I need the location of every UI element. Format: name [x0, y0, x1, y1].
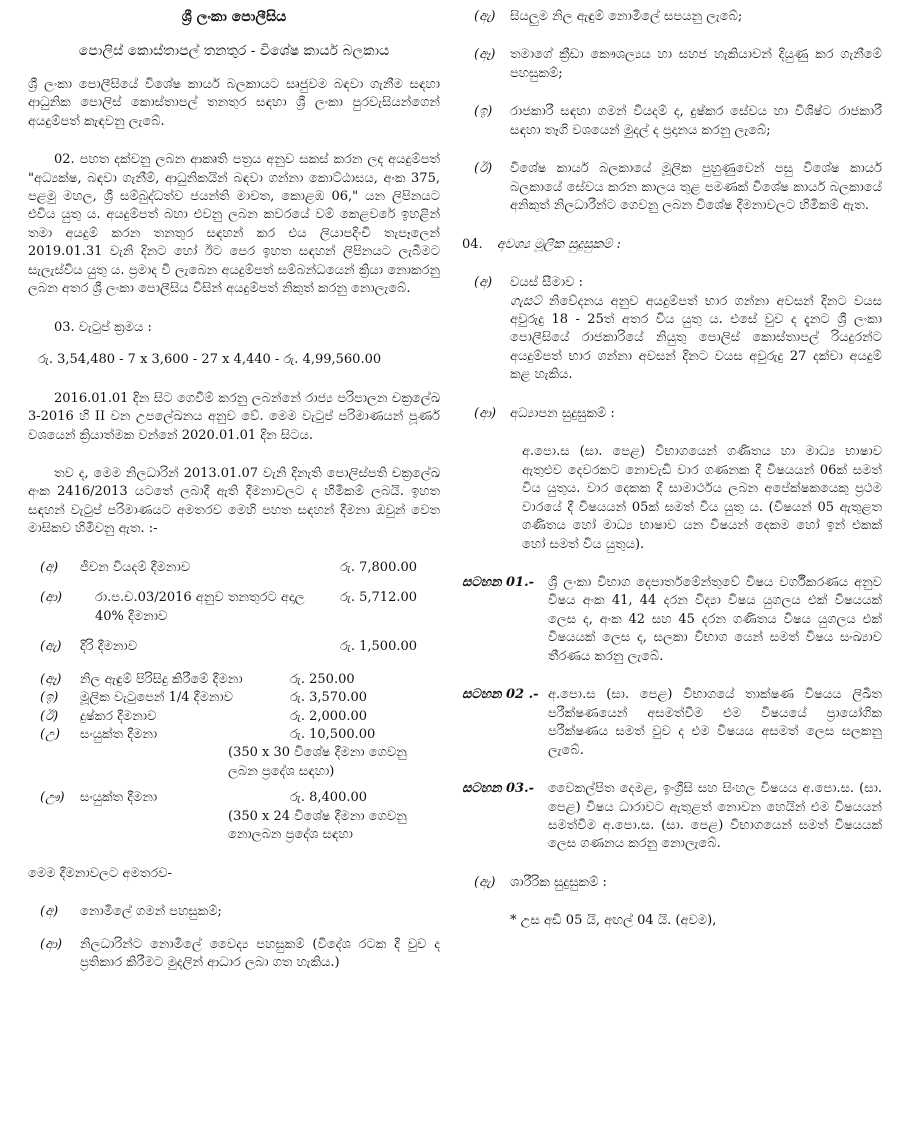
note-item: [462, 574, 882, 666]
allowance-amount: රු. 3,570.00: [290, 690, 368, 706]
allowance-label: සංයුක්ත දීමනා: [80, 790, 158, 806]
allowance-row: [28, 789, 440, 807]
salary-scale: රු. 3,54,480 - 7 x 3,600 - 27 x 4,440 - රු. 4,99,560.00: [38, 352, 382, 368]
intro-paragraph: ශ්‍රී ලංකා පොලීසියේ විශේෂ කාර්ය බලකායට සෘජුවම බඳවා ගැනීම සඳහා ආධුනික පොලිස් කොස්තාපල් තනතුර සඳහා ශ්‍රී ලංකා පුරවැසියන්ගෙන් අයදුම්පත් කැඳවනු ලැබේ.: [28, 76, 441, 129]
benefit-marker: (ඊ): [474, 161, 493, 177]
allowance-row: [28, 638, 440, 656]
page-subtitle: පොලිස් කොස්තාපල් තනතුර - විශේෂ කාර්ය බලකාය: [78, 42, 390, 59]
benefit-text: විශේෂ කාර්ය බලකායේ මූලික පුහුණුවෙන් පසු විශේෂ කාර්ය බලකායේ සේවය කරන කාලය තුළ පමණක් විශේෂ කාර්ය බලකායේ අනිකුත් නිලධාරීන්ට ගෙවනු ලබන විශේෂ දීමනාවලට හිමිකම් ඇත.: [510, 161, 882, 214]
note-key: සටහන 03.-: [462, 781, 535, 797]
combined-allowance-note-1: (350 x 30 විශේෂ දීමනා ගෙවනු ලබන ප්‍රදේශ සඳහා): [228, 745, 407, 779]
benefit-text: නිලධාරින්ට නොමිලේ වෛද්‍ය පහසුකම් (විදේශ රටක දී වුව ද ප්‍රතිකාර කිරීමට මුදලින් ආධාර ලබා ගත හැකිය.): [80, 936, 440, 971]
allowance-label: ජීවන වියදම් දීමනාව: [80, 559, 191, 575]
benefit-marker: (ඉ): [474, 104, 493, 120]
salary-note-2: තව ද, මෙම නිලධාරින් 2013.01.07 වැනි දිනැති පොලිස්පති චක්‍රලේඛ අංක 2416/2013 යටතේ ලබාදී ඇති දීමනාවලට ද හිමිකම් ලබයි. ඉහත සඳහන් වැටුප් පරිමාණයට අමතරව මෙහි පහත සඳහන් දීමනා ඔවුන් වෙත මාසිකව හිමිවනු ඇත. :-: [28, 466, 440, 537]
allowance-label: නිල ඇඳුම් පිරිසිදු කිරීමේ දීමනා: [80, 671, 243, 687]
salary-note-1: 2016.01.01 දින සිට ගෙවීම් කරනු ලබන්නේ රාජ්‍ය පරිපාලන චක්‍රලේඛ 3-2016 හි II වන උපලේඛනය අනුව වේ. මෙම වැටුප් පරිමාණයන් පූර්ණ වශයෙන් ක්‍රියාත්මක වන්නේ 2020.01.01 දින සිටය.: [28, 390, 440, 443]
allowance-list: [28, 559, 440, 845]
age-text-body: නිවේදනය අනුව අයදුම්පත් භාර ගන්නා අවසන් දිනට වයස අවුරුදු 18 - 25ත් අතර විය යුතු ය. එසේ වුව ද දැනට ශ්‍රී ලංකා පොලීසියේ රාජකාරියේ නියුතු පොලිස් කොස්තාපල් රියදුරන්ට අයදුම්පත් භාර ගන්නා අවසන් දිනට වයස අවුරුදු 27 දක්වා අයදුම් කළ හැකිය.: [510, 293, 882, 383]
benefit-item: [462, 103, 882, 140]
benefit-item: [28, 936, 440, 973]
note-key: සටහන 01.-: [462, 574, 535, 590]
allowance-marker: (උ): [40, 726, 61, 742]
benefit-item: [28, 903, 440, 921]
page-title: ශ්‍රී ලංකා පොලීසිය: [181, 9, 287, 25]
allowance-label: දිරි දීමනාව: [80, 639, 138, 655]
allowance-row: [28, 726, 440, 744]
note-key: සටහන 02 .-: [462, 687, 539, 703]
allowance-marker: (ඈ): [40, 671, 62, 687]
allowance-label: මූලික වැටුපෙන් 1/4 දීමනාව: [80, 690, 233, 706]
allowance-row: [28, 589, 440, 626]
benefit-marker: (ආ): [40, 936, 63, 952]
additional-benefits-heading: මෙම දීමනාවලට අමතරව-: [28, 865, 172, 881]
allowance-amount: රු. 2,000.00: [290, 708, 368, 724]
section-04-number: 04.: [462, 236, 483, 252]
benefit-marker: (ඇ): [474, 9, 496, 24]
allowance-amount: රු. 8,400.00: [290, 790, 368, 806]
right-column: [462, 8, 882, 931]
benefit-marker: (අ): [40, 904, 59, 920]
physical-marker: (ඇ): [474, 874, 496, 890]
physical-requirement-item: * උස අඩි 05 යි, අඟල් 04 යි. (අවම),: [510, 913, 717, 929]
allowance-row: [28, 689, 440, 707]
allowance-amount: රු. 10,500.00: [290, 726, 376, 742]
note-text: ශ්‍රී ලංකා විභාග දෙපාර්තමේන්තුවේ විෂය වර්ගීකරණය අනුව විෂය අංක 41, 44 දරන විද්‍යා විෂය යුගලය එක් විෂයයක් ලෙස ද, අංක 42 සහ 45 දරන ගණිතය විෂය යුගලය එක් විෂයයක් ලෙස ද, සලකා විභාග යෙන් සමත් විෂය සංඛ්‍යාව තීරණය කරනු ලැබේ.: [548, 574, 882, 664]
section-04-title: අවශ්‍ය මූලික සුදුසුකම් :: [496, 236, 621, 252]
allowance-marker: (ඉ): [40, 690, 59, 706]
education-marker: (ආ): [474, 405, 497, 421]
benefit-item: [462, 160, 882, 215]
allowance-marker: (ඌ): [40, 790, 65, 806]
section-03-heading: 03. වැටුප් ක්‍රමය :: [54, 319, 152, 335]
allowance-marker: (ආ): [40, 590, 63, 606]
benefit-item: [462, 46, 882, 83]
allowance-amount: රු. 250.00: [290, 671, 355, 687]
age-text-lead: ගැසට්: [510, 293, 549, 309]
allowance-amount: රු. 7,800.00: [340, 559, 418, 575]
allowance-row: [28, 559, 440, 577]
physical-heading: [462, 874, 882, 892]
education-title: අධ්‍යාපන සුදුසුකම් :: [510, 405, 615, 421]
section-04-heading: [462, 236, 882, 254]
allowance-row: [28, 671, 440, 689]
age-title: වයස් සීමාව :: [510, 275, 584, 291]
benefit-text: රාජකාරී සඳහා ගමන් වියදම් ද, දුෂ්කර සේවය හා විශිෂ්ට රාජකාරී සඳහා තෑගි වශයෙන් මුදල් ද ප්‍රදානය කරනු ලැබේ;: [510, 104, 882, 138]
age-limit-heading: [462, 274, 882, 292]
education-heading: [462, 405, 882, 423]
allowance-amount: රු. 1,500.00: [340, 639, 418, 655]
physical-title: ශාරීරික සුදුසුකම් :: [510, 874, 607, 890]
allowance-marker: (අ): [40, 559, 59, 575]
left-column: [28, 8, 440, 973]
section-02-paragraph: 02. පහත දක්වනු ලබන ආකෘති පත්‍රය අනුව සකස් කරන ලද අයදුම්පත් "අධ්‍යක්ෂ, බඳවා ගැනීම්, ආධුනිකයින් බඳවා ගන්නා කොට්ඨාසය, අංක 375, පළමු මහල, ශ්‍රී සම්බුද්ධත්ව ජයන්ති මාවත, කොළඹ 06," යන ලිපිනයට එවිය යුතු ය. අයදුම්පත් බහා එවනු ලබන කවරයේ වම් කෙළවරේ ඉහළින් තමා අයදුම් කරන තනතුර සඳහන් කර එය ලියාපදිංචි තැපෑලෙන් 2019.01.31 වැනි දිනට හෝ ඊට පෙර ඉහත සඳහන් ලිපිනයට ලැබීමට සැලැස්විය යුතු ය. ප්‍රමාද වී ලැබෙන අයදුම්පත් සම්බන්ධයෙන් ක්‍රියා නොකරනු ලබන අතර ශ්‍රී ලංකා පොලීසිය විසින් අයදුම්පත් නිකුත් කරනු නොලැබේ.: [28, 152, 440, 297]
education-text: අ.පො.ස (සා. පෙළ) විභාගයෙන් ගණිතය හා මාධ්‍ය භාෂාව ඇතුළුව දෙවරකට නොවැඩි වාර ගණනක දී විෂයයන් 06ක් සමත් විය යුතුය. වාර දෙකක දී සාමාර්ථය ලබන අපේක්ෂකයෙකු ප්‍රථම වාරයේ දී විෂයයන් 05ක් සමත් විය යුතු ය. (විෂයන් 05 ඇතුළත ගණිතය හෝ මාධ්‍ය භාෂාව යන විෂයන් දෙකම හෝ ඉන් එකක් හෝ සමත් විය යුතුය).: [522, 444, 882, 552]
allowance-marker: (ඇ): [40, 639, 62, 655]
benefit-text: සියලුම නිල ඇඳුම් නොමිලේ සපයනු ලැබේ;: [510, 9, 743, 24]
allowance-row: [28, 708, 440, 726]
combined-allowance-note-2: (350 x 24 විශේෂ දීමනා ගෙවනු නොලබන ප්‍රදේශ සඳහා: [228, 808, 407, 843]
benefit-text: තමාගේ ක්‍රීඩා කෞශල්‍යය හා සහජ හැකියාවන් දියුණු කර ගැනීමේ පහසුකම්;: [510, 47, 882, 81]
note-item: [462, 780, 882, 854]
benefit-item: [462, 8, 882, 26]
benefit-text: නොමිලේ ගමන් පහසුකම්;: [80, 904, 222, 920]
age-limit-text: [462, 293, 882, 385]
age-marker: (අ): [474, 275, 493, 291]
allowance-label: සංයුක්ත දීමනා: [80, 726, 158, 742]
note-text: වෛකල්පිත දෙමළ, ඉංග්‍රීසි සහ සිංහල විෂයය අ.පො.ස. (සා. පෙළ) විෂය ධාරාවට ඇතුළත් නොවන හෙයින් එම විෂයයන් සමත්වීම අ.පො.ස. (සා. පෙළ) විභාගයෙන් සමත් විෂයයක් ලෙස ගණනය කරනු නොලැබේ.: [548, 781, 882, 852]
allowance-amount: රු. 5,712.00: [340, 590, 418, 606]
allowance-label: රා.ප.ච.03/2016 අනුව තනතුරට අදාල 40% දීමනාව: [95, 590, 305, 624]
note-item: [462, 686, 882, 760]
benefit-marker: (ඈ): [474, 47, 496, 63]
allowance-marker: (ඊ): [40, 708, 59, 724]
allowance-label: දුෂ්කර දීමනාව: [80, 708, 157, 724]
note-text: අ.පො.ස (සා. පෙළ) විභාගයේ තාක්ෂණ විෂයය ලිඛිත පරීක්ෂණයෙන් අසමත්වීම එම විෂයයේ ප්‍රායෝගික පරීක්ෂණය සමත් වුව ද එම විෂයය අසමත් ලෙස සලකනු ලැබේ.: [548, 687, 882, 758]
